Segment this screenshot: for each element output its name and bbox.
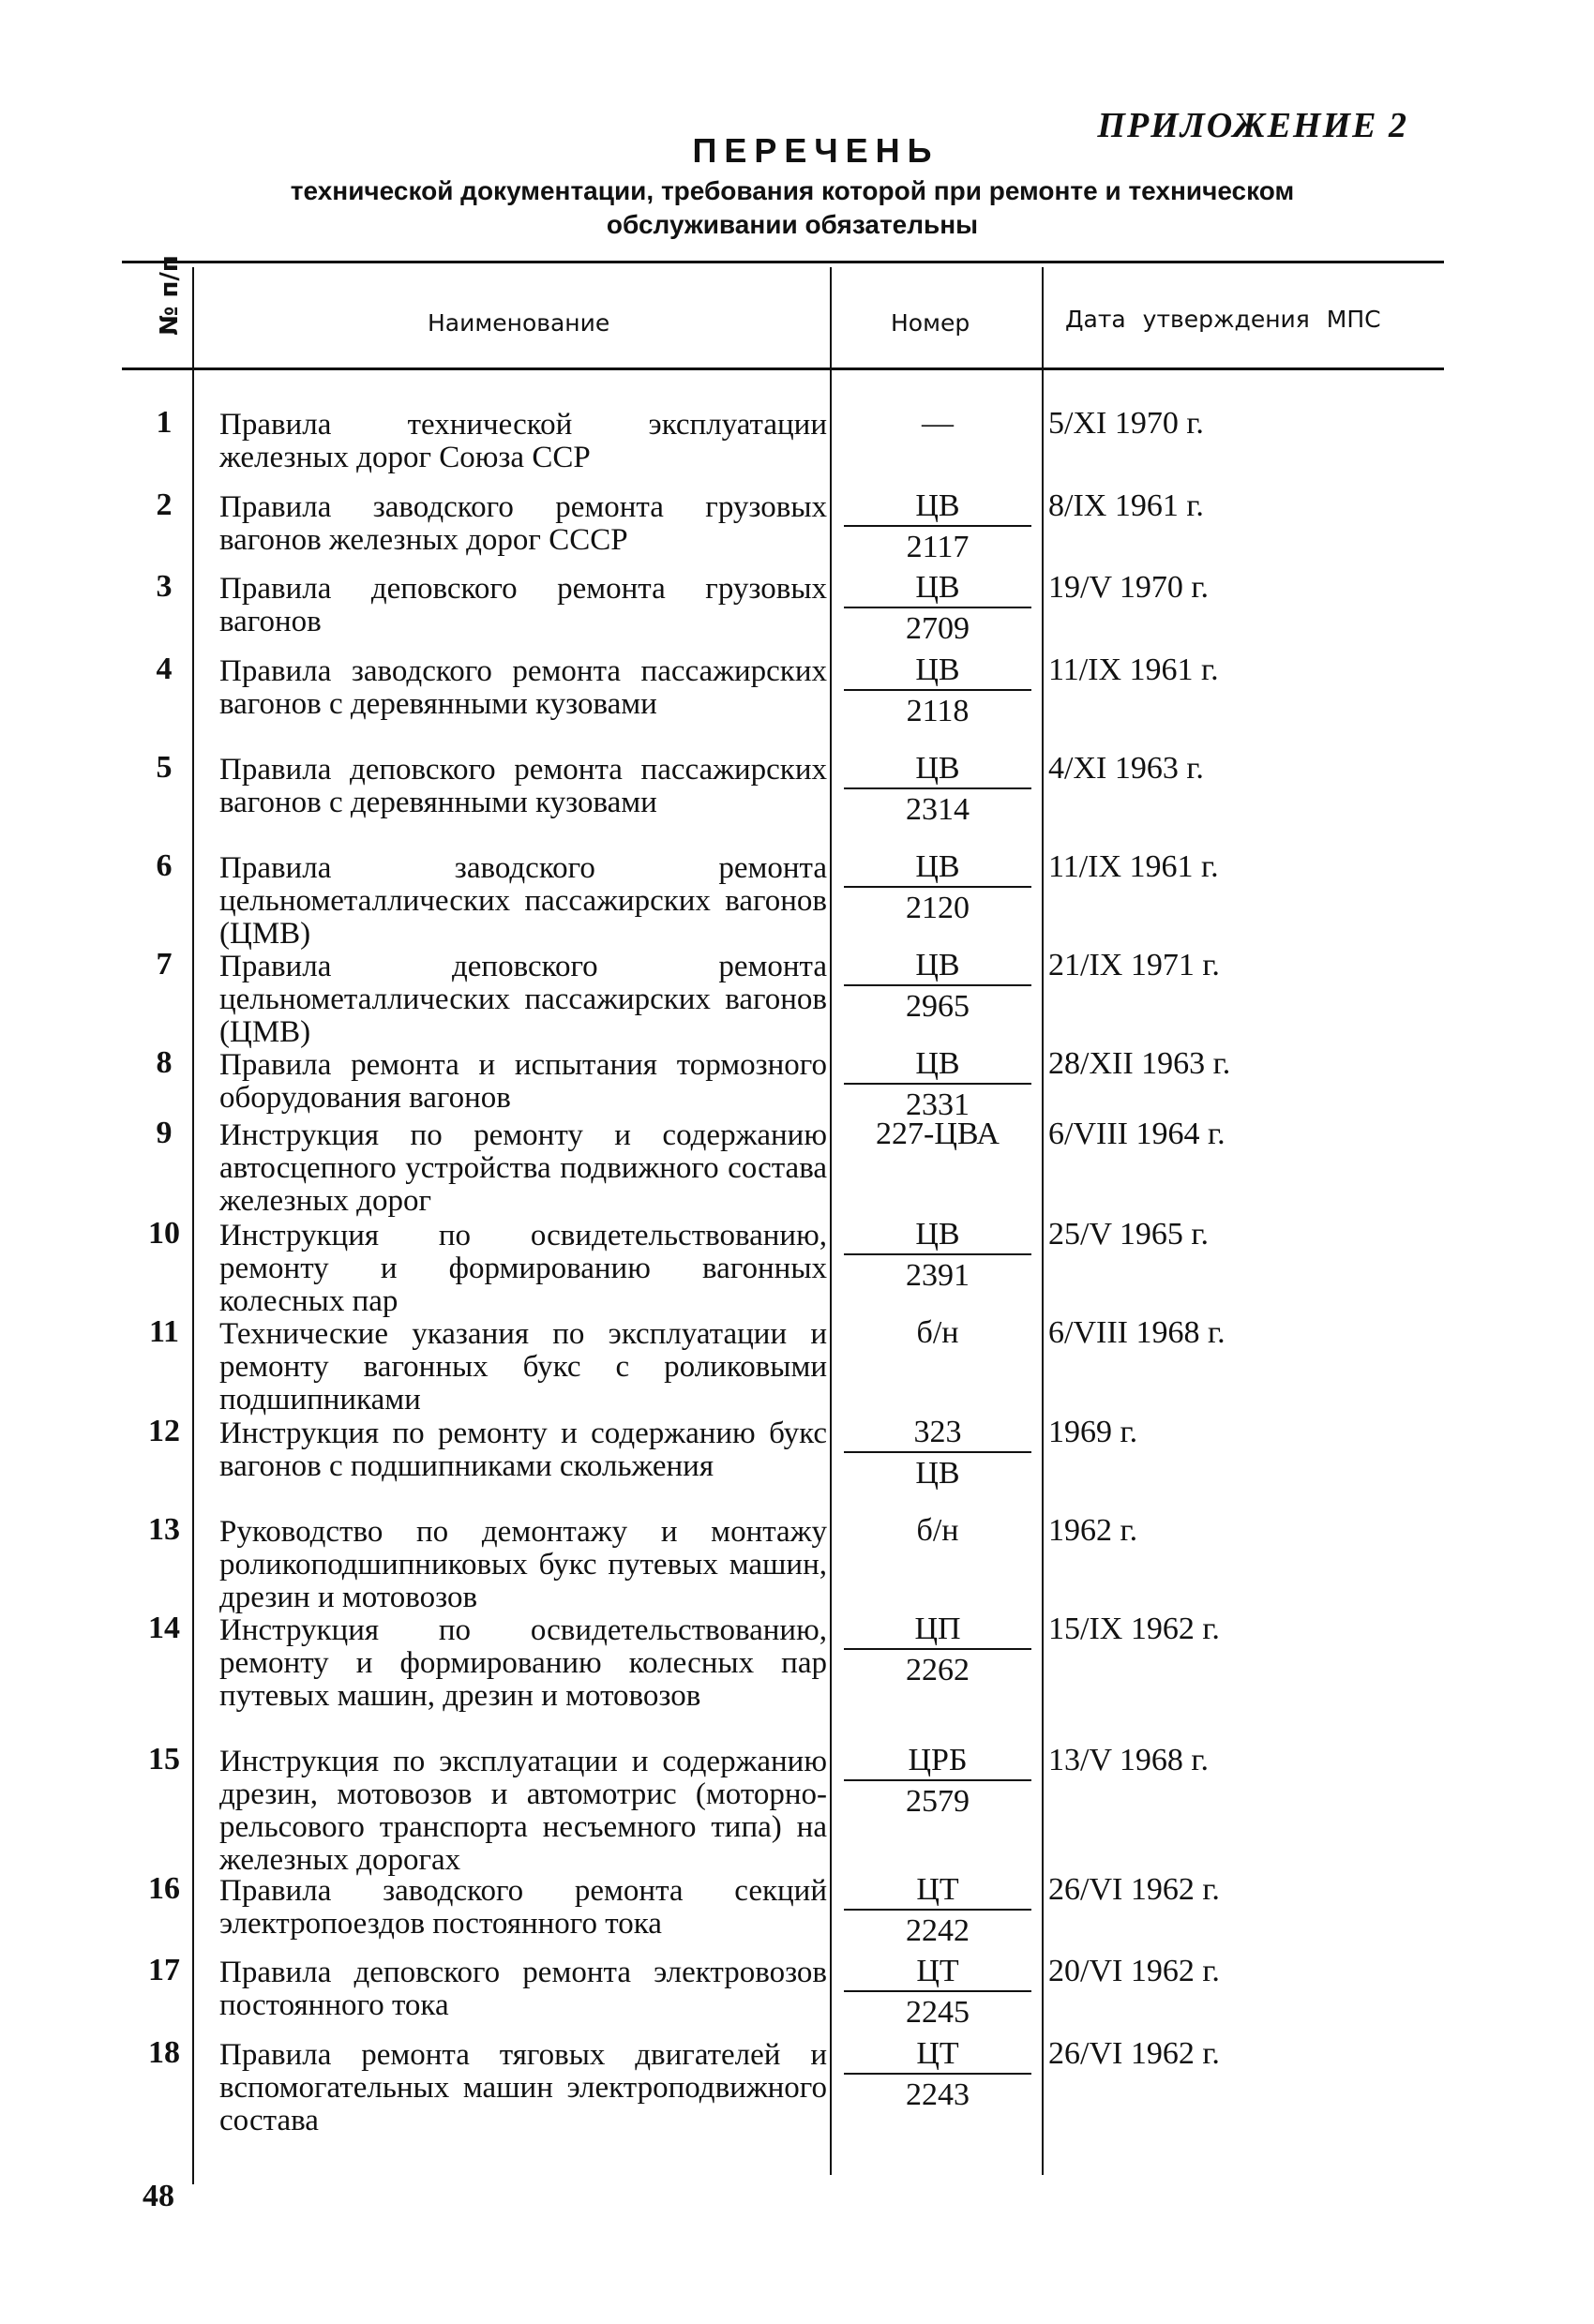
- document-number-top: ЦВ: [844, 750, 1031, 789]
- header-number: Номер: [891, 309, 970, 337]
- document-number-top: ЦТ: [844, 2035, 1031, 2075]
- approval-date: 11/IX 1961 г.: [1048, 652, 1219, 687]
- table-top-rule: [122, 261, 1444, 263]
- row-index: 15: [148, 1742, 180, 1777]
- document-name: Инструкция по освидетельствованию, ремонту и формированию колесных пар путевых машин, дрезин и мотовозов: [219, 1613, 827, 1713]
- document-name: Инструкция по эксплуатации и содержанию дрезин, мотовозов и автомотрис (моторно-рельсового транспорта несъемного типа) на железных дорогах: [219, 1745, 827, 1877]
- row-index: 12: [148, 1414, 180, 1448]
- document-name: Правила заводского ремонта секций электропоездов постоянного тока: [219, 1874, 827, 1941]
- document-number-top: ЦВ: [844, 1216, 1031, 1255]
- column-divider-3: [1042, 267, 1044, 2175]
- approval-date: 19/V 1970 г.: [1048, 570, 1209, 605]
- approval-date: 13/V 1968 г.: [1048, 1743, 1209, 1777]
- row-index: 11: [148, 1314, 180, 1349]
- page-number: 48: [143, 2179, 174, 2213]
- approval-date: 20/VI 1962 г.: [1048, 1954, 1220, 1988]
- document-number-top: ЦВ: [844, 569, 1031, 608]
- row-index: 13: [148, 1512, 180, 1547]
- document-number-top: ЦП: [844, 1611, 1031, 1650]
- header-name: Наименование: [428, 309, 610, 337]
- document-name: Правила деповского ремонта электровозов постоянного тока: [219, 1956, 827, 2022]
- subtitle-line-1: технической документации, требования которой при ремонте и техническом: [290, 176, 1295, 205]
- document-number-bottom: 2120: [906, 891, 970, 925]
- approval-date: 6/VIII 1964 г.: [1048, 1117, 1226, 1151]
- approval-date: 6/VIII 1968 г.: [1048, 1315, 1226, 1350]
- document-number-bottom: 2242: [906, 1913, 970, 1948]
- document-number-top: 227-ЦВА: [876, 1117, 1000, 1151]
- document-number-top: ЦВ: [844, 652, 1031, 691]
- document-number-top: ЦТ: [844, 1871, 1031, 1911]
- row-index: 18: [148, 2035, 180, 2070]
- document-name: Правила заводского ремонта пассажирских вагонов с деревянными кузовами: [219, 654, 827, 721]
- document-number-bottom: 2243: [906, 2077, 970, 2112]
- row-index: 17: [148, 1953, 180, 1987]
- row-index: 6: [156, 848, 173, 883]
- row-index: 3: [156, 569, 173, 604]
- document-name: Правила заводского ремонта цельнометаллических пассажирских вагонов (ЦМВ): [219, 851, 827, 951]
- document-number-bottom: 2331: [906, 1087, 970, 1122]
- approval-date: 11/IX 1961 г.: [1048, 849, 1219, 884]
- approval-date: 21/IX 1971 г.: [1048, 948, 1220, 982]
- document-name: Правила ремонта тяговых двигателей и вспомогательных машин электроподвижного состава: [219, 2038, 827, 2137]
- document-name: Инструкция по ремонту и содержанию букс вагонов с подшипниками скольжения: [219, 1417, 827, 1483]
- approval-date: 5/XI 1970 г.: [1048, 406, 1204, 441]
- row-index: 2: [156, 487, 173, 522]
- document-name: Правила ремонта и испытания тормозного оборудования вагонов: [219, 1048, 827, 1115]
- table-header-rule: [122, 367, 1444, 370]
- document-number-bottom: 2117: [906, 530, 970, 564]
- document-number-top: ЦВ: [844, 487, 1031, 527]
- approval-date: 1969 г.: [1048, 1415, 1138, 1449]
- document-number-top: ЦВ: [844, 848, 1031, 888]
- document-number-bottom: 2965: [906, 989, 970, 1024]
- document-number-top: ЦВ: [844, 1045, 1031, 1085]
- row-index: 10: [148, 1216, 180, 1251]
- document-number-bottom: 2118: [906, 694, 970, 728]
- document-name: Инструкция по ремонту и содержанию автосцепного устройства подвижного состава железных дорог: [219, 1118, 827, 1218]
- document-number-top: б/н: [916, 1513, 959, 1548]
- approval-date: 1962 г.: [1048, 1513, 1138, 1548]
- document-number-bottom: 2579: [906, 1784, 970, 1819]
- document-number-top: б/н: [916, 1315, 959, 1350]
- document-name: Правила технической эксплуатации железных дорог Союза ССР: [219, 408, 827, 474]
- document-name: Правила заводского ремонта грузовых вагонов железных дорог СССР: [219, 490, 827, 557]
- document-number-bottom: ЦВ: [915, 1456, 960, 1491]
- approval-date: 8/IX 1961 г.: [1048, 488, 1204, 523]
- document-name: Правила деповского ремонта цельнометаллических пассажирских вагонов (ЦМВ): [219, 950, 827, 1049]
- row-index: 9: [156, 1116, 173, 1150]
- row-index: 7: [156, 947, 173, 982]
- document-number-bottom: 2262: [906, 1653, 970, 1687]
- document-number-top: ЦТ: [844, 1953, 1031, 1992]
- document-title: ПЕРЕЧЕНЬ: [692, 131, 940, 170]
- appendix-label: ПРИЛОЖЕНИЕ 2: [1097, 106, 1408, 145]
- document-number-top: ЦРБ: [844, 1742, 1031, 1781]
- document-number-top: —: [922, 406, 954, 441]
- document-number-bottom: 2245: [906, 1995, 970, 2030]
- approval-date: 26/VI 1962 г.: [1048, 2036, 1220, 2071]
- column-divider-2: [830, 267, 832, 2175]
- document-name: Правила деповского ремонта грузовых вагонов: [219, 572, 827, 638]
- approval-date: 25/V 1965 г.: [1048, 1217, 1209, 1252]
- document-number-bottom: 2314: [906, 792, 970, 827]
- approval-date: 28/XII 1963 г.: [1048, 1046, 1231, 1081]
- row-index: 14: [148, 1611, 180, 1645]
- document-name: Руководство по демонтажу и монтажу роликоподшипниковых букс путевых машин, дрезин и мотовозов: [219, 1515, 827, 1614]
- row-index: 5: [156, 750, 173, 785]
- approval-date: 4/XI 1963 г.: [1048, 751, 1204, 786]
- row-index: 8: [156, 1045, 173, 1080]
- row-index: 16: [148, 1871, 180, 1906]
- document-number-bottom: 2709: [906, 611, 970, 646]
- header-date: Дата утверждения МПС: [1065, 306, 1381, 333]
- document-number-top: 323: [844, 1414, 1031, 1453]
- header-index: № п/п: [155, 255, 184, 336]
- document-name: Технические указания по эксплуатации и ремонту вагонных букс с роликовыми подшипниками: [219, 1317, 827, 1417]
- row-index: 1: [156, 405, 173, 440]
- row-index: 4: [156, 652, 173, 686]
- document-number-top: ЦВ: [844, 947, 1031, 986]
- subtitle-line-2: обслуживании обязательны: [606, 210, 979, 239]
- document-name: Инструкция по освидетельствованию, ремонту и формированию вагонных колесных пар: [219, 1219, 827, 1318]
- approval-date: 26/VI 1962 г.: [1048, 1872, 1220, 1907]
- approval-date: 15/IX 1962 г.: [1048, 1612, 1220, 1646]
- column-divider-1: [192, 267, 194, 2184]
- document-name: Правила деповского ремонта пассажирских вагонов с деревянными кузовами: [219, 753, 827, 819]
- document-subtitle: [159, 174, 1425, 242]
- document-number-bottom: 2391: [906, 1258, 970, 1293]
